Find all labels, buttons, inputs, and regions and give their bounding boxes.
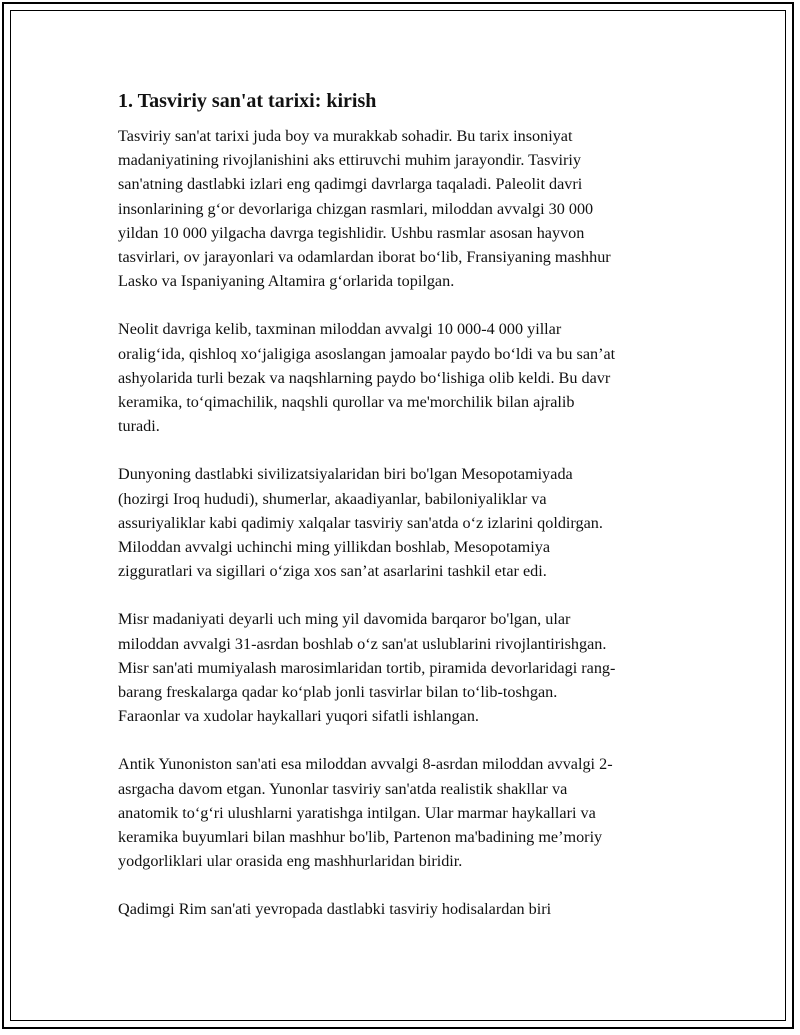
- text-line: keramika buyumlari bilan mashhur bo'lib, Partenon ma'badining me’moriy: [118, 828, 603, 847]
- paragraph-paleolithic: [118, 124, 688, 293]
- text-line: (hozirgi Iroq hududi), shumerlar, akaadiyanlar, babiloniyaliklar va: [118, 489, 547, 508]
- text-line: Misr san'ati mumiyalash marosimlaridan tortib, piramida devorlaridagi rang-: [118, 658, 616, 677]
- text-line: Tasviriy san'at tarixi juda boy va murakkab sohadir. Bu tarix insoniyat: [118, 127, 573, 145]
- text-line: Qadimgi Rim san'ati yevropada dastlabki tasviriy hodisalardan biri: [118, 900, 552, 919]
- document-body: [118, 88, 688, 946]
- text-line: Antik Yunoniston san'ati esa miloddan avvalgi 8-asrdan miloddan avvalgi 2-: [118, 755, 613, 774]
- paragraph-mesopotamia: [118, 462, 688, 583]
- text-line: assuriyaliklar kabi qadimiy xalqalar tasviriy san'atda o‘z izlarini qoldirgan.: [118, 513, 603, 532]
- text-line: barang freskalarga qadar ko‘plab jonli tasvirlar bilan to‘lib-toshgan.: [118, 683, 558, 702]
- paragraph-greece: [118, 752, 688, 873]
- paragraph-neolithic: [118, 317, 688, 438]
- text-line: oralig‘ida, qishloq xo‘jaligiga asoslangan jamoalar paydo bo‘ldi va bu san’at: [118, 344, 616, 363]
- text-line: madaniyatining rivojlanishini aks ettiruvchi muhim jarayondir. Tasviriy: [118, 151, 581, 170]
- paragraph-egypt: [118, 607, 688, 728]
- text-line: Miloddan avvalgi uchinchi ming yillikdan boshlab, Mesopotamiya: [118, 538, 551, 557]
- text-line: keramika, to‘qimachilik, naqshli qurollar va me'morchilik bilan ajralib: [118, 393, 575, 412]
- text-line: turadi.: [118, 417, 160, 436]
- text-line: tasvirlari, ov jarayonlari va odamlardan iborat bo‘lib, Fransiyaning mashhur: [118, 248, 611, 267]
- text-line: Faraonlar va xudolar haykallari yuqori sifatli ishlangan.: [118, 707, 479, 726]
- text-line: miloddan avvalgi 31-asrdan boshlab o‘z san'at uslublarini rivojlantirishgan.: [118, 634, 607, 653]
- text-line: zigguratlari va sigillari o‘ziga xos san’at asarlarini tashkil etar edi.: [118, 562, 547, 581]
- text-line: yildan 10 000 yilgacha davrga tegishlidir. Ushbu rasmlar asosan hayvon: [118, 223, 585, 242]
- text-line: san'atning dastlabki izlari eng qadimgi davrlarga taqaladi. Paleolit davri: [118, 175, 583, 194]
- text-line: anatomik to‘g‘ri ulushlarni yaratishga intilgan. Ular marmar haykallari va: [118, 803, 596, 822]
- text-line: Misr madaniyati deyarli uch ming yil davomida barqaror bo'lgan, ular: [118, 610, 571, 629]
- text-line: ashyolarida turli bezak va naqshlarning paydo bo‘lishiga olib keldi. Bu davr: [118, 368, 611, 387]
- text-line: Neolit davriga kelib, taxminan miloddan avvalgi 10 000-4 000 yillar: [118, 320, 562, 339]
- text-line: yodgorliklari ular orasida eng mashhurlaridan biridir.: [118, 852, 463, 871]
- section-heading: 1. Tasviriy san'at tarixi: kirish: [118, 90, 377, 112]
- text-line: Dunyoning dastlabki sivilizatsiyalaridan biri bo'lgan Mesopotamiyada: [118, 465, 573, 484]
- paragraph-rome: [118, 897, 688, 921]
- text-line: insonlarining g‘or devorlariga chizgan rasmlari, miloddan avvalgi 30 000: [118, 199, 594, 218]
- text-line: Lasko va Ispaniyaning Altamira g‘orlarida topilgan.: [118, 272, 455, 291]
- text-line: asrgacha davom etgan. Yunonlar tasviriy san'atda realistik shakllar va: [118, 779, 568, 798]
